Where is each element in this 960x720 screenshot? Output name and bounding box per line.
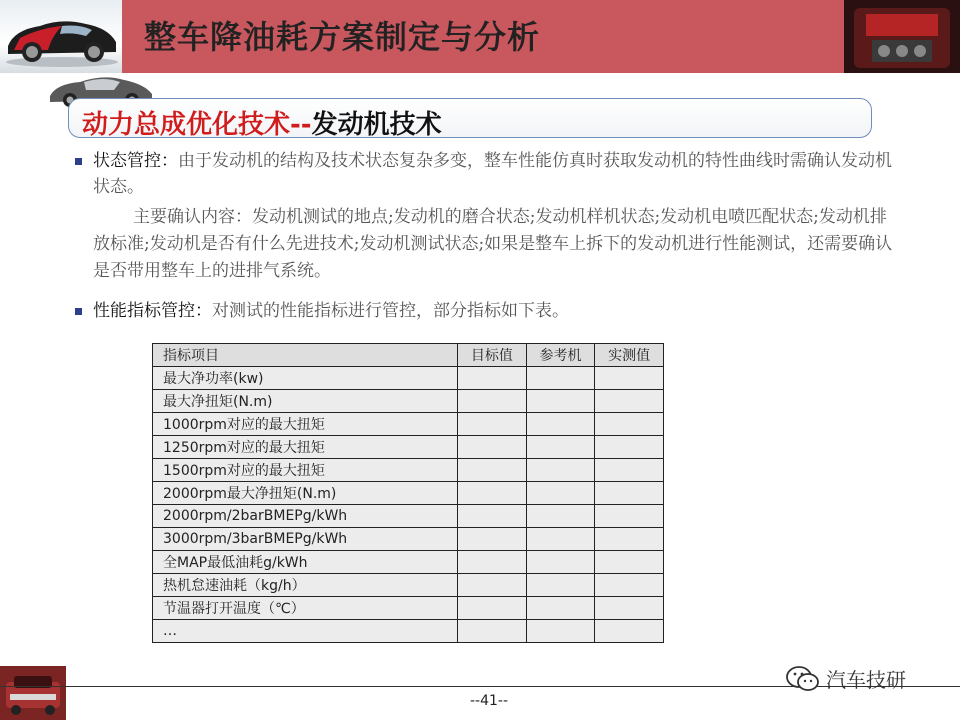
column-header: 目标值	[458, 344, 527, 367]
bullet-square-icon	[75, 158, 82, 165]
footer-car-image	[0, 666, 66, 720]
bullet-square-icon	[75, 308, 82, 315]
bullet-label: 状态管控：	[93, 151, 178, 171]
reference-cell	[526, 551, 595, 574]
reference-cell	[526, 505, 595, 528]
reference-cell	[526, 597, 595, 620]
bullet-text: 对测试的性能指标进行管控，部分指标如下表。	[212, 301, 569, 321]
table-row	[153, 390, 664, 413]
reference-cell	[526, 413, 595, 436]
column-header: 实测值	[595, 344, 664, 367]
section-title-suffix: 发动机技术	[311, 110, 442, 140]
table-header-row	[153, 344, 664, 367]
table-row	[153, 620, 664, 643]
target-cell	[458, 597, 527, 620]
table-row	[153, 436, 664, 459]
bullet-performance-control	[75, 298, 895, 324]
performance-metrics-table	[152, 343, 664, 643]
target-cell	[458, 413, 527, 436]
table-row	[153, 482, 664, 505]
target-cell	[458, 436, 527, 459]
section-title	[82, 104, 442, 141]
table-row	[153, 459, 664, 482]
reference-cell	[526, 620, 595, 643]
table-row	[153, 505, 664, 528]
metric-name-cell: 节温器打开温度（℃）	[153, 597, 458, 620]
column-header: 指标项目	[153, 344, 458, 367]
target-cell	[458, 482, 527, 505]
target-cell	[458, 505, 527, 528]
reference-cell	[526, 459, 595, 482]
reference-cell	[526, 574, 595, 597]
column-header: 参考机	[526, 344, 595, 367]
measured-cell	[595, 436, 664, 459]
watermark-text: 汽车技研	[826, 668, 906, 692]
target-cell	[458, 390, 527, 413]
measured-cell	[595, 574, 664, 597]
wechat-icon	[786, 665, 820, 693]
table-row	[153, 574, 664, 597]
metric-name-cell: 3000rpm/3barBMEPg/kWh	[153, 528, 458, 551]
table-row	[153, 551, 664, 574]
header-car-image-left	[0, 0, 122, 73]
page-number: --41--	[470, 693, 509, 709]
metric-name-cell: 最大净功率(kw)	[153, 367, 458, 390]
metric-name-cell: 2000rpm最大净扭矩(N.m)	[153, 482, 458, 505]
bullet-label: 性能指标管控：	[93, 301, 212, 321]
metric-name-cell: 1500rpm对应的最大扭矩	[153, 459, 458, 482]
metric-name-cell: 1250rpm对应的最大扭矩	[153, 436, 458, 459]
target-cell	[458, 620, 527, 643]
measured-cell	[595, 620, 664, 643]
reference-cell	[526, 367, 595, 390]
measured-cell	[595, 390, 664, 413]
measured-cell	[595, 459, 664, 482]
section-title-prefix: 动力总成优化技术--	[82, 110, 312, 140]
target-cell	[458, 551, 527, 574]
table-row	[153, 413, 664, 436]
bullet-status-control	[75, 148, 895, 200]
reference-cell	[526, 436, 595, 459]
measured-cell	[595, 505, 664, 528]
table-row	[153, 528, 664, 551]
watermark	[786, 664, 906, 693]
metric-name-cell: 2000rpm/2barBMEPg/kWh	[153, 505, 458, 528]
confirm-content-paragraph: 主要确认内容：发动机测试的地点;发动机的磨合状态;发动机样机状态;发动机电喷匹配状态;发动机排放标准;发动机是否有什么先进技术;发动机测试状态;如果是整车上拆下的发动机进行性能测试，还需要确认是否带用整车上的进排气系统。	[93, 207, 893, 281]
measured-cell	[595, 597, 664, 620]
page-title: 整车降油耗方案制定与分析	[144, 18, 541, 56]
metric-name-cell: 1000rpm对应的最大扭矩	[153, 413, 458, 436]
header-engine-image-right	[844, 0, 960, 73]
table-row	[153, 597, 664, 620]
reference-cell	[526, 390, 595, 413]
reference-cell	[526, 528, 595, 551]
target-cell	[458, 528, 527, 551]
table-row	[153, 367, 664, 390]
metric-name-cell: …	[153, 620, 458, 643]
metric-name-cell: 热机怠速油耗（kg/h）	[153, 574, 458, 597]
measured-cell	[595, 367, 664, 390]
target-cell	[458, 574, 527, 597]
bullet-text: 由于发动机的结构及技术状态复杂多变，整车性能仿真时获取发动机的特性曲线时需确认发动机状态。	[93, 151, 892, 197]
measured-cell	[595, 528, 664, 551]
measured-cell	[595, 482, 664, 505]
target-cell	[458, 459, 527, 482]
measured-cell	[595, 551, 664, 574]
metric-name-cell: 最大净扭矩(N.m)	[153, 390, 458, 413]
measured-cell	[595, 413, 664, 436]
metric-name-cell: 全MAP最低油耗g/kWh	[153, 551, 458, 574]
target-cell	[458, 367, 527, 390]
reference-cell	[526, 482, 595, 505]
